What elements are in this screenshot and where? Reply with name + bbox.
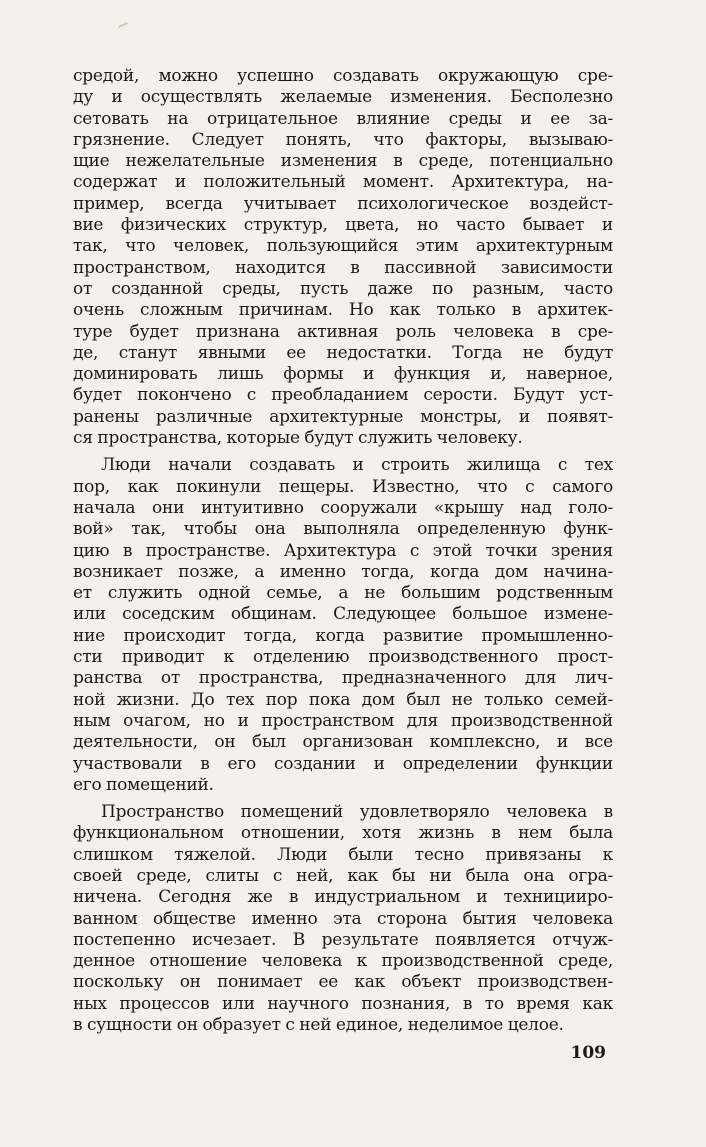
text-line: ных процессов или научного познания, в то время как — [73, 993, 613, 1014]
text-line: будет покончено с преобладанием серости. Будут уст- — [73, 385, 613, 406]
text-line: доминировать лишь формы и функция и, наверное, — [73, 364, 613, 385]
text-line: ным очагом, но и пространством для производственной — [73, 710, 613, 731]
text-line: ся пространства, которые будут служить человеку. — [73, 428, 523, 449]
text-line: ет служить одной семье, а не большим родственным — [73, 583, 613, 604]
text-line: так, что человек, пользующийся этим архитектурным — [73, 236, 613, 257]
text-line: сти приводит к отделению производственного прост- — [73, 647, 613, 668]
scan-mark — [118, 22, 128, 28]
text-line: пор, как покинули пещеры. Известно, что с самого — [73, 476, 613, 497]
paragraph-1 — [73, 66, 613, 449]
text-line: возникает позже, а именно тогда, когда дом начина- — [73, 561, 613, 582]
text-line: щие нежелательные изменения в среде, потенциально — [73, 151, 613, 172]
text-line: ние происходит тогда, когда развитие промышленно- — [73, 625, 613, 646]
text-line: цию в пространстве. Архитектура с этой точки зрения — [73, 540, 613, 561]
text-line: в сущности он образует с ней единое, неделимое целое. — [73, 1015, 564, 1036]
text-line: туре будет признана активная роль человека в сре- — [73, 321, 613, 342]
text-line: Люди начали создавать и строить жилища с тех — [101, 455, 613, 476]
text-line: деятельности, он был организован комплексно, и все — [73, 732, 613, 753]
text-line: сетовать на отрицательное влияние среды и ее за- — [73, 108, 613, 129]
text-line: ванном обществе именно эта сторона бытия человека — [73, 908, 613, 929]
text-line: постепенно исчезает. В результате появляется отчуж- — [73, 929, 613, 950]
text-line: средой, можно успешно создавать окружающую сре- — [73, 66, 613, 86]
text-line: Пространство помещений удовлетворяло человека в — [101, 802, 613, 823]
text-line: его помещений. — [73, 774, 214, 795]
text-line: вие физических структур, цвета, но часто бывает и — [73, 215, 613, 236]
text-line: денное отношение человека к производственной среде, — [73, 951, 613, 972]
text-line: вой» так, чтобы она выполняла определенную функ- — [73, 519, 613, 540]
text-line: очень сложным причинам. Но как только в архитек- — [73, 300, 613, 321]
text-line: пример, всегда учитывает психологическое воздейст- — [73, 193, 613, 214]
text-line: ранены различные архитектурные монстры, и появят- — [73, 406, 613, 427]
text-line: своей среде, слиты с ней, как бы ни была она огра- — [73, 865, 613, 886]
page-number: 109 — [570, 1043, 606, 1063]
text-line: поскольку он понимает ее как объект производствен- — [73, 972, 613, 993]
text-line: де, станут явными ее недостатки. Тогда не будут — [73, 342, 613, 363]
text-line: ничена. Сегодня же в индустриальном и техницииро- — [73, 887, 613, 908]
text-line: содержат и положительный момент. Архитектура, на- — [73, 172, 613, 193]
text-line: участвовали в его создании и определении функции — [73, 753, 613, 774]
text-line: или соседским общинам. Следующее большое измене- — [73, 604, 613, 625]
text-line: ной жизни. До тех пор пока дом был не только семей- — [73, 689, 613, 710]
text-line: ду и осуществлять желаемые изменения. Бесполезно — [73, 87, 613, 108]
text-line: ранства от пространства, предназначенного для лич- — [73, 668, 613, 689]
text-line: грязнение. Следует понять, что факторы, вызываю- — [73, 129, 613, 150]
body-text — [73, 66, 613, 1036]
text-line: функциональном отношении, хотя жизнь в нем была — [73, 823, 613, 844]
text-line: начала они интуитивно сооружали «крышу над голо- — [73, 497, 613, 518]
paragraph-2 — [73, 455, 613, 796]
text-line: пространством, находится в пассивной зависимости — [73, 257, 613, 278]
text-line: слишком тяжелой. Люди были тесно привязаны к — [73, 844, 613, 865]
paragraph-3 — [73, 802, 613, 1036]
text-line: от созданной среды, пусть даже по разным, часто — [73, 278, 613, 299]
